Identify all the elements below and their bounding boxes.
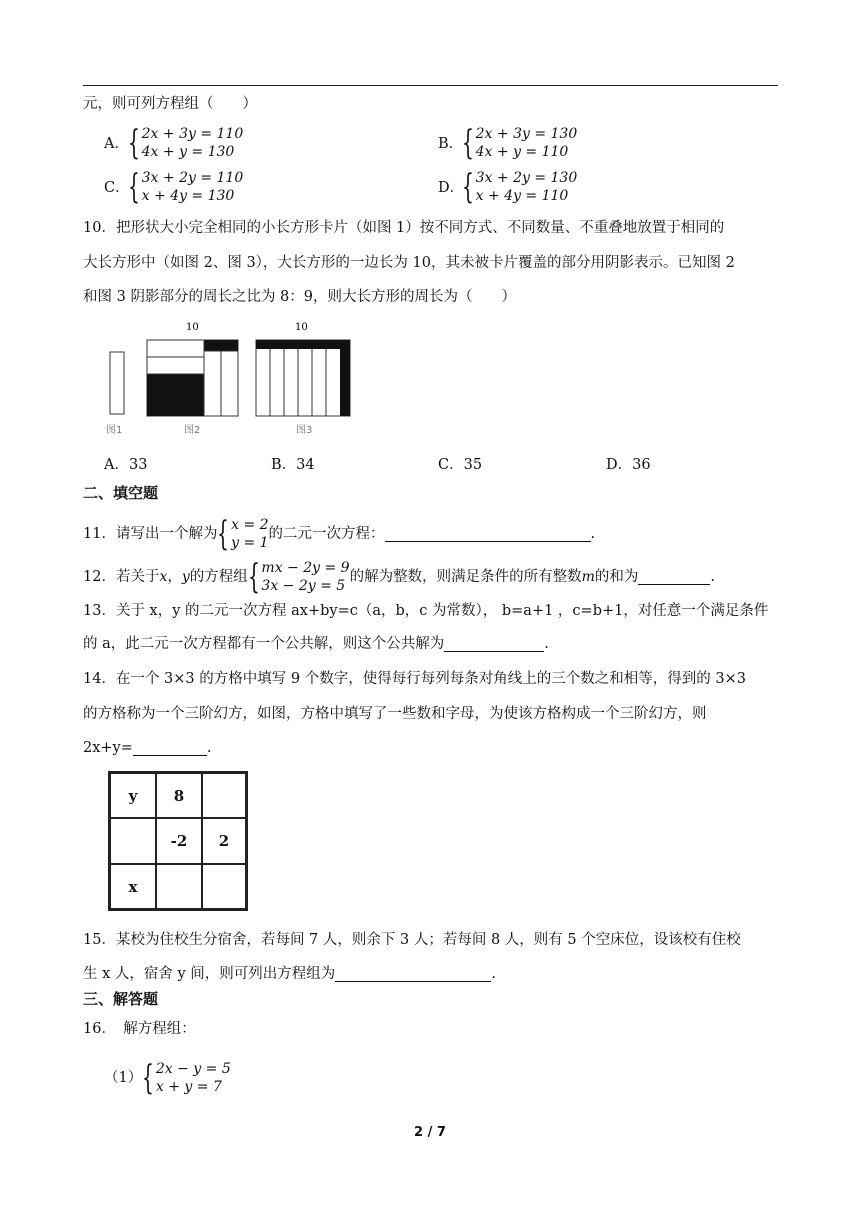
q9-option-a-system: { 2x + 3y = 110 4x + y = 130 xyxy=(128,123,244,163)
grid-cell xyxy=(203,865,245,908)
grid-cell xyxy=(157,865,203,908)
q12-text: 12．若关于 x ， y 的方程组 { mx − 2y = 9 3x − 2y = 5 的解为整数，则满足条件的所有整数 m 的和为 . xyxy=(83,557,715,597)
fig3-width-label: 10 xyxy=(295,322,308,333)
q14-line1: 14．在一个 3×3 的方格中填写 9 个数字，使得每行每列每条对角线上的三个数之和相等，得到的 3×3 xyxy=(83,671,746,687)
q9-option-b-system: { 2x + 3y = 130 4x + y = 110 xyxy=(462,123,578,163)
q15-answer-blank[interactable] xyxy=(335,967,491,982)
fig2-caption: 图2 xyxy=(184,425,201,436)
grid-cell: y xyxy=(111,774,157,819)
q10-option-b: B．34 xyxy=(271,457,315,473)
q10-line3: 和图 3 阴影部分的周长之比为 8：9，则大长方形的周长为（ ） xyxy=(83,289,517,305)
q11-text: 11．请写出一个解为 { x = 2 y = 1 的二元一次方程： . xyxy=(83,514,596,554)
section-title-solve: 三、解答题 xyxy=(83,990,159,1008)
q10-option-c: C．35 xyxy=(438,457,483,473)
q9-option-a-label: A． xyxy=(104,136,129,152)
q9-option-d-system: { 3x + 2y = 130 x + 4y = 110 xyxy=(462,167,578,207)
q13-answer-blank[interactable] xyxy=(444,637,544,652)
q9-option-d-label: D． xyxy=(438,180,465,196)
q13-line1: 13．关于 x，y 的二元一次方程 ax+by=c（a，b，c 为常数）， b=a+1 ，c=b+1，对任意一个满足条件 xyxy=(83,603,769,619)
q10-figure xyxy=(100,316,360,440)
q9-option-b-label: B． xyxy=(438,136,464,152)
grid-cell xyxy=(203,774,245,819)
magic-square-grid xyxy=(108,771,248,911)
fig2-width-label: 10 xyxy=(186,322,199,333)
q14-answer-blank[interactable] xyxy=(133,741,207,756)
q11-answer-blank[interactable] xyxy=(385,527,591,542)
grid-cell: x xyxy=(111,865,157,908)
q9-text: 元，则可列方程组（ ） xyxy=(83,96,257,112)
q16-part1: （1） { 2x − y = 5 x + y = 7 xyxy=(104,1058,231,1098)
q10-line1: 10．把形状大小完全相同的小长方形卡片（如图 1）按不同方式、不同数量、不重叠地放置于相同的 xyxy=(83,220,725,236)
q15-line2: 生 x 人，宿舍 y 间，则可列出方程组为 . xyxy=(83,966,496,982)
grid-cell: 2 xyxy=(203,819,245,865)
grid-cell xyxy=(111,819,157,865)
fig3-caption: 图3 xyxy=(296,425,313,436)
grid-cell: 8 xyxy=(157,774,203,819)
header-rule xyxy=(83,85,778,86)
q10-line2: 大长方形中（如图 2、图 3），大长方形的一边长为 10，其未被卡片覆盖的部分用阴影表示。已知图 2 xyxy=(83,255,735,271)
page-number: 2 / 7 xyxy=(414,1125,446,1140)
q16-title: 16． 解方程组： xyxy=(83,1021,196,1037)
q13-line2: 的 a，此二元一次方程都有一个公共解，则这个公共解为 . xyxy=(83,636,549,652)
q15-line1: 15．某校为住校生分宿舍，若每间 7 人，则余下 3 人；若每间 8 人，则有 5 个空床位，设该校有住校 xyxy=(83,932,741,948)
section-title-fill-blank: 二、填空题 xyxy=(83,484,159,502)
q9-option-c-label: C． xyxy=(104,180,130,196)
fig1-caption: 图1 xyxy=(106,425,123,436)
grid-cell: -2 xyxy=(157,819,203,865)
q14-line3: 2x+y= . xyxy=(83,740,212,756)
q14-line2: 的方格称为一个三阶幻方，如图，方格中填写了一些数和字母，为使该方格构成一个三阶幻方，则 xyxy=(83,706,707,722)
q10-option-a: A．33 xyxy=(104,457,148,473)
q9-option-c-system: { 3x + 2y = 110 x + 4y = 130 xyxy=(128,167,244,207)
q12-answer-blank[interactable] xyxy=(638,570,710,585)
q10-option-d: D．36 xyxy=(606,457,651,473)
